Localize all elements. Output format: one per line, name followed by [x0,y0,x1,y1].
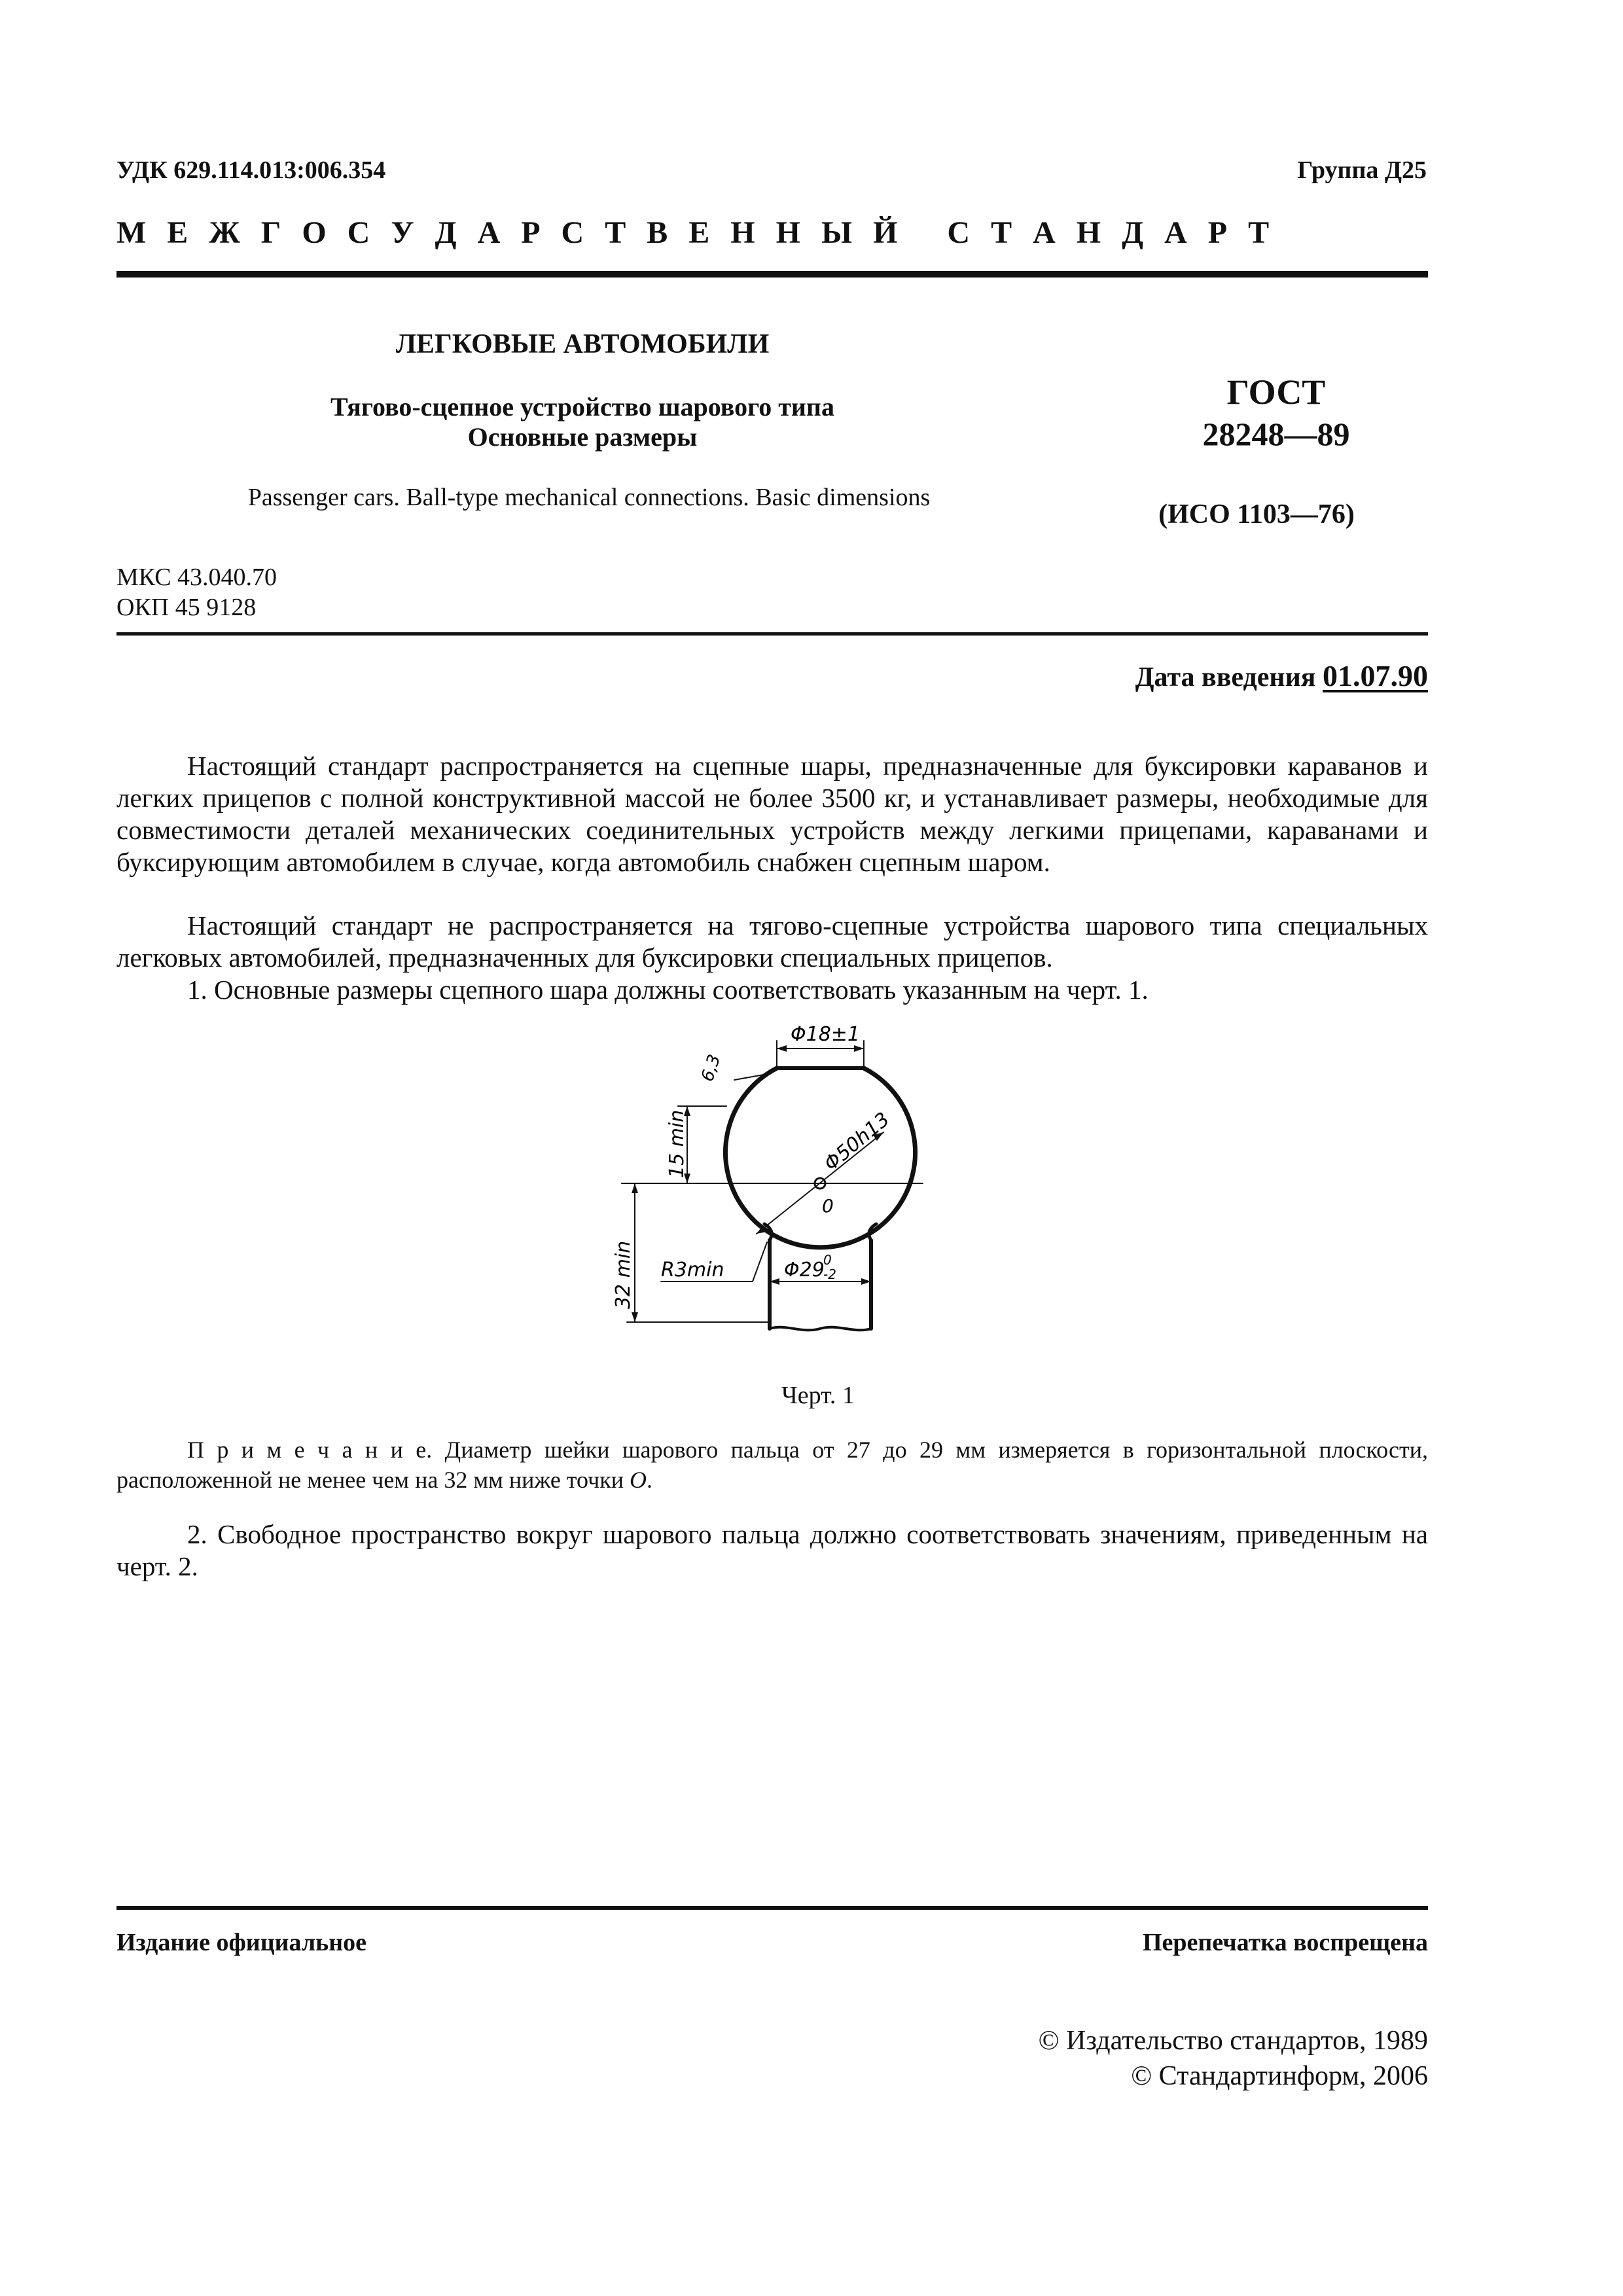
official-edition: Издание официальное [116,1929,367,1956]
note-label: П р и м е ч а н и е. [187,1437,433,1463]
copyright-1: © Издательство стандартов, 1989 [1038,2026,1428,2056]
document-subtitle-1: Тягово-сцепное устройство шарового типа [330,392,834,422]
document-title: ЛЕГКОВЫЕ АВТОМОБИЛИ [395,329,770,359]
reprint-notice: Перепечатка воспрещена [1142,1929,1428,1956]
dim-32-label: 32 min [612,1240,635,1309]
standard-banner: М Е Ж Г О С У Д А Р С Т В Е Н Н Ы Й С Т А Н Д А Р Т [116,215,1276,250]
note: П р и м е ч а н и е. Диаметр шейки шарового пальца от 27 до 29 мм измеряется в горизонтальной плоскости, расположенной не менее чем на 32 мм ниже точки O. [116,1437,1428,1493]
paragraph-2: Настоящий стандарт не распространяется на тягово-сцепные устройства шарового типа специальных легковых автомобилей, предназначенных для буксировки специальных прицепов. [116,910,1428,973]
paragraph-3: 1. Основные размеры сцепного шара должны соответствовать указанным на черт. 1. [187,975,1149,1005]
title-rule [116,632,1428,636]
dim-neck-tol-upper: 0 [823,1252,832,1268]
document-subtitle-2: Основные размеры [467,422,698,452]
okp-code: ОКП 45 9128 [116,594,257,621]
paragraph-1: Настоящий стандарт распространяется на сцепные шары, предназначенные для буксировки караванов и легких прицепов с полной конструктивной массой не более 3500 кг, и устанавливает размеры, необходимые для совместимости деталей механических соединительных устройств между легкими прицепами, караванами и буксирующим автомобилем в случае, когда автомобиль снабжен сцепным шаром. [116,751,1428,877]
iso-reference: (ИСО 1103—76) [1158,499,1355,529]
intro-date-label: Дата введения [1135,662,1316,692]
break-line [770,1327,871,1331]
intro-date-value: 01.07.90 [1323,659,1428,692]
intro-date [1135,658,1428,693]
gost-label: ГОСТ [1226,372,1326,412]
mks-code: МКС 43.040.70 [116,564,277,591]
dim-neck-tol-lower: -2 [823,1266,836,1282]
dim-radius-label: R3min [661,1259,724,1282]
dim-neck-label: Φ29 [784,1259,825,1282]
paragraph-4: 2. Свободное пространство вокруг шарового пальца должно соответствовать значениям, приведенным на черт. 2. [116,1519,1428,1581]
dim-ball-label: Φ50h13 [819,1107,895,1176]
gost-number: 28248—89 [1202,416,1350,452]
note-text: Диаметр шейки шарового пальца от 27 до 29 мм измеряется в горизонтальной плоскости, расположенной не менее чем на 32 мм ниже точки [116,1437,1428,1493]
english-title: Passenger cars. Ball-type mechanical connections. Basic dimensions [247,484,931,511]
dim-15-label: 15 min [666,1109,688,1178]
group-code: Группа Д25 [1297,156,1427,184]
note-point: O [629,1467,647,1493]
udk-code: УДК 629.114.013:006.354 [116,156,386,184]
dim-chamfer-label: 6,3 [698,1052,725,1085]
center-label: 0 [822,1195,834,1217]
header-rule [116,271,1428,278]
figure-caption: Черт. 1 [781,1382,855,1409]
footer-rule [116,1906,1428,1910]
dim-top-label: Φ18±1 [791,1023,861,1046]
ball-coupling-drawing [612,1023,955,1348]
copyright-2: © Стандартинформ, 2006 [1131,2061,1428,2091]
